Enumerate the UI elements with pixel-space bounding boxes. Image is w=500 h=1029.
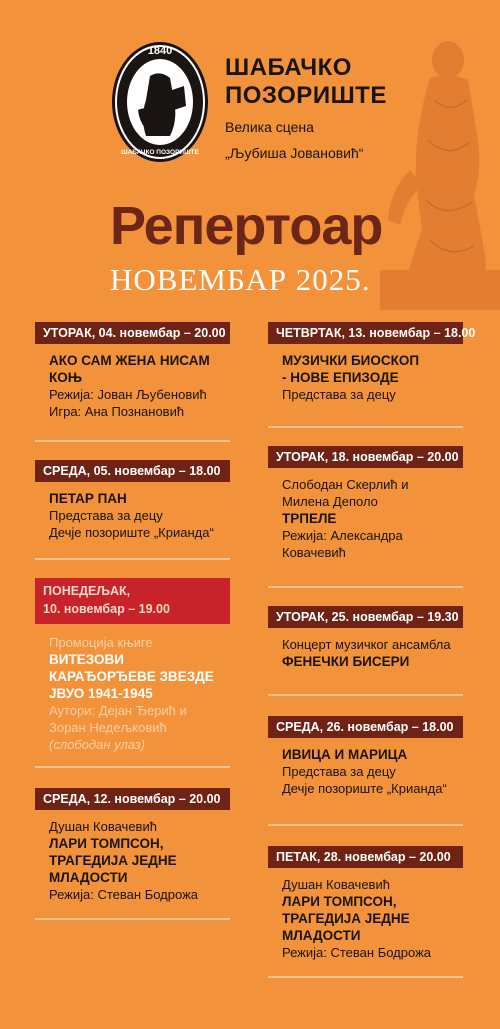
divider	[35, 766, 230, 768]
page-title: Репертоар	[110, 196, 383, 256]
month-heading: НОВЕМБАР 2025.	[110, 262, 371, 297]
event-line: Душан Ковачевић	[49, 819, 157, 834]
event-date: СРЕДА, 12. новембар – 20.00	[35, 788, 230, 810]
stage-line2: „Љубиша Јовановић“	[225, 145, 364, 161]
theatre-name-line1: ШАБАЧКО	[225, 54, 352, 81]
stage-line1: Велика сцена	[225, 119, 314, 135]
event-title: МЛАДОСТИ	[282, 928, 361, 943]
event-date: СРЕДА, 26. новембар – 18.00	[268, 716, 463, 738]
divider	[268, 976, 463, 978]
event-card	[268, 446, 463, 606]
event-date-line: 10. новембар – 19.00	[43, 602, 170, 616]
event-title: ИВИЦА И МАРИЦА	[282, 747, 408, 762]
divider	[35, 440, 230, 442]
event-line: Промоција књиге	[49, 635, 153, 650]
right-column	[268, 322, 476, 996]
event-title: МЛАДОСТИ	[49, 870, 128, 885]
event-line: Аутори: Дејан Ђерић и	[49, 703, 187, 718]
event-title: ЈВУО 1941-1945	[49, 686, 153, 701]
statue-illustration	[370, 20, 500, 310]
event-line: Представа за децу	[49, 508, 163, 523]
event-card	[268, 716, 463, 846]
event-line: Режија: Александра	[282, 528, 403, 543]
event-details	[268, 468, 463, 561]
event-details	[268, 344, 463, 403]
event-card	[35, 788, 230, 938]
event-details	[35, 810, 230, 903]
theatre-brand	[225, 54, 387, 162]
event-line: Милена Деполо	[282, 494, 378, 509]
event-title: КОЊ	[49, 370, 83, 385]
event-card	[35, 578, 230, 788]
event-line: Душан Ковачевић	[282, 877, 390, 892]
event-title: - НОВЕ ЕПИЗОДЕ	[282, 370, 399, 385]
event-title: ЛАРИ ТОМПСОН,	[49, 836, 164, 851]
event-title: АКО САМ ЖЕНА НИСАМ	[49, 353, 210, 368]
event-card	[35, 460, 230, 578]
event-card	[268, 322, 476, 446]
event-card	[268, 846, 463, 996]
event-line: Ковачевић	[282, 545, 346, 560]
event-details	[35, 482, 230, 541]
event-line: Дечје позориште „Крианда“	[282, 781, 447, 796]
event-line: Зоран Недељковић	[49, 720, 167, 735]
event-line: Режија: Стеван Бодрожа	[282, 945, 431, 960]
event-date: СРЕДА, 05. новембар – 18.00	[35, 460, 230, 482]
left-column	[35, 322, 230, 938]
event-line: Дечје позориште „Крианда“	[49, 525, 214, 540]
logo-year: 1840	[147, 45, 173, 57]
event-line: Режија: Јован Љубеновић	[49, 387, 207, 402]
event-line: Режија: Стеван Бодрожа	[49, 887, 198, 902]
event-date-line: ПОНЕДЕЉАК,	[43, 584, 131, 598]
event-date: ПЕТАК, 28. новембар – 20.00	[268, 846, 463, 868]
event-title: ВИТЕЗОВИ	[49, 652, 124, 667]
divider	[268, 426, 463, 428]
event-details	[268, 738, 463, 797]
divider	[35, 558, 230, 560]
event-date-highlight	[35, 578, 230, 624]
event-date: ЧЕТВРТАК, 13. новембар – 18.00	[268, 322, 463, 344]
divider	[35, 918, 230, 920]
event-card	[268, 606, 463, 716]
event-title: ФЕНЕЧКИ БИСЕРИ	[282, 654, 410, 669]
event-line: Концерт музичког ансамбла	[282, 637, 451, 652]
event-details	[268, 868, 463, 961]
event-details	[35, 624, 230, 753]
divider	[268, 694, 463, 696]
event-title: КАРАЂОРЂЕВЕ ЗВЕЗДЕ	[49, 669, 214, 684]
divider	[268, 824, 463, 826]
event-title: МУЗИЧКИ БИОСКОП	[282, 353, 420, 368]
divider	[268, 586, 463, 588]
event-title: ЛАРИ ТОМПСОН,	[282, 894, 397, 909]
event-details	[35, 344, 230, 420]
event-line: Представа за децу	[282, 764, 396, 779]
event-date: УТОРАК, 04. новембар – 20.00	[35, 322, 230, 344]
event-title: ТРПЕЛЕ	[282, 511, 337, 526]
event-line: Слободан Скерлић и	[282, 477, 409, 492]
event-title: ТРАГЕДИЈА ЈЕДНЕ	[49, 853, 177, 868]
logo-ring-text: ШАБАЧКО ПОЗОРИШТЕ	[121, 149, 199, 156]
event-line: Игра: Ана Познановић	[49, 404, 185, 419]
event-title: ПЕТАР ПАН	[49, 491, 127, 506]
event-line: Представа за децу	[282, 387, 396, 402]
event-date: УТОРАК, 25. новембар – 19.30	[268, 606, 463, 628]
event-date: УТОРАК, 18. новембар – 20.00	[268, 446, 463, 468]
theatre-name-line2: ПОЗОРИШТЕ	[225, 82, 387, 109]
event-note: (слободан улаз)	[49, 737, 146, 752]
event-title: ТРАГЕДИЈА ЈЕДНЕ	[282, 911, 410, 926]
event-details	[268, 628, 463, 670]
theatre-logo	[110, 40, 210, 164]
event-card	[35, 322, 230, 460]
